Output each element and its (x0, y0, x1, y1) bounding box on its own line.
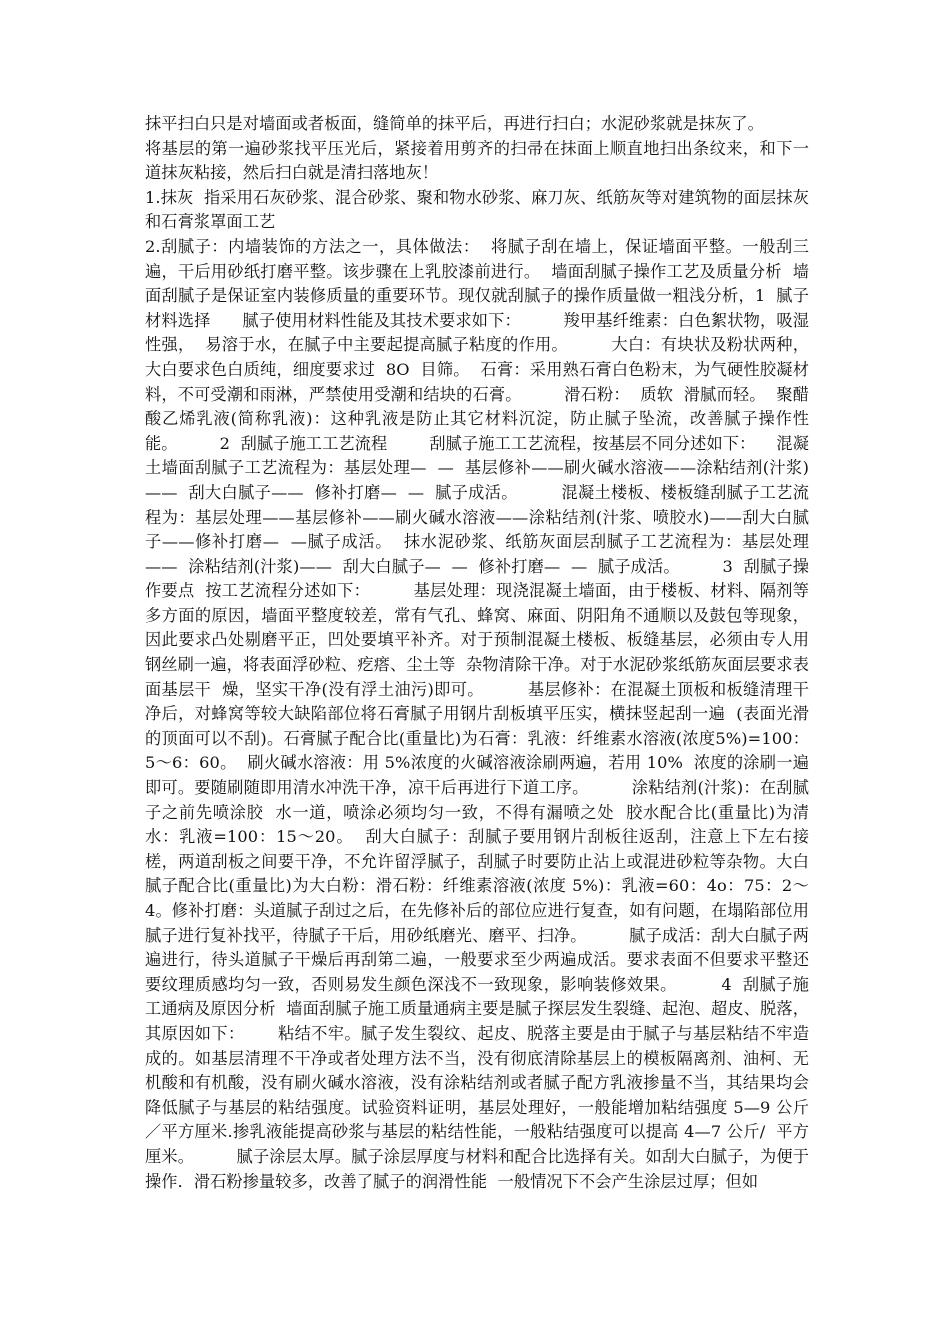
paragraph-1: 抹平扫白只是对墙面或者板面，缝简单的抹平后，再进行扫白；水泥砂浆就是抹灰了。 (145, 114, 764, 133)
paragraph-2: 将基层的第一遍砂浆找平压光后，紧接着用剪齐的扫帚在抹面上顺直地扫出条纹来，和下一道抹灰粘接，然后扫白就是清扫落地灰！ (145, 138, 809, 183)
paragraph-4: 2.刮腻子：内墙装饰的方法之一，具体做法： 将腻子刮在墙上，保证墙面平整。一般刮三遍，干后用砂纸打磨平整。该步骤在上乳胶漆前进行。 墙面刮腻子操作工艺及质量分析 墙面刮腻子是保证室内装修质量的重要环节。现仅就刮腻子的操作质量做一粗浅分析，1 腻子材料选择 腻子使用材料性能及其技术要求如下： 羧甲基纤维素：白色絮状物，吸湿性强， 易溶于水，在腻子中主要起提高腻子粘度的作用。 大白：有块状及粉状两种，大白要求色白质纯，细度要求过 8O 目筛。 石膏：采用熟石膏白色粉末，为气硬性胶凝材料，不可受潮和雨淋，严禁使用受潮和结块的石膏。 滑石粉： 质软 滑腻而轻。 聚醋酸乙烯乳液(简称乳液)：这种乳液是防止其它材料沉淀，防止腻子坠流，改善腻子操作性能。 2 刮腻子施工工艺流程 刮腻子施工工艺流程，按基层不同分述如下： 混凝土墙面刮腻子工艺流程为：基层处理— — 基层修补——刷火碱水溶液——涂粘结剂(汁浆)—— 刮大白腻子—— 修补打磨— — 腻子成活。 混凝土楼板、楼板缝刮腻子工艺流程为：基层处理——基层修补——刷火碱水溶液——涂粘结剂(汁浆、喷胶水)——刮大白腻子——修补打磨— —腻子成活。 抹水泥砂浆、纸筋灰面层刮腻子工艺流程为：基层处理—— 涂粘结剂(汁浆)—— 刮大白腻子— — 修补打磨— — 腻子成活。 3 刮腻子操作要点 按工艺流程分述如下： 基层处理：现浇混凝土墙面，由于楼板、材料、隔剂等多方面的原因，墙面平整度较差，常有气孔、蜂窝、麻面、阴阳角不通顺以及鼓包等现象，因此要求凸处剔磨平正，凹处要填平补齐。对于预制混凝土楼板、板缝基层，必须由专人用钢丝刷一遍，将表面浮砂粒、疙瘩、尘土等 杂物清除干净。对于水泥砂浆纸筋灰面层要求表面基层干 燥，坚实干净(没有浮土油污)即可。 基层修补：在混凝土顶板和板缝清理干净后，对蜂窝等较大缺陷部位将石膏腻子用钢片刮板填平压实，横抹竖起刮一遍 (表面光滑的顶面可以不刮)。石膏腻子配合比(重量比)为石膏：乳液：纤维素水溶液(浓度5%)=100：5～6：60。 刷火碱水溶液：用 5%浓度的火碱溶液涂刷两遍，若用 10% 浓度的涂刷一遍即可。要随刷随即用清水冲洗干净，凉干后再进行下道工序。 涂粘结剂(汁浆)：在刮腻子之前先喷涂胶 水一道，喷涂必须均匀一致，不得有漏喷之处 胶水配合比(重量比)为清水：乳液=100：15～20。 刮大白腻子：刮腻子要用钢片刮板往返刮，注意上下左右接槎，两道刮板之间要干净，不允许留浮腻子，刮腻子时要防止沾上或混进砂粒等杂物。大白腻子配合比(重量比)为大白粉：滑石粉：纤维素溶液(浓度 5%)：乳液=60：4o：75：2～4。修补打磨：头道腻子刮过之后，在先修补后的部位应进行复查，如有问题，在塌陷部位用腻子进行复补找平，待腻子干后，用砂纸磨光、磨平、扫净。 腻子成活：刮大白腻子两遍进行，待头道腻子干燥后再刮第二遍，一般要求至少两遍成活。要求表面不但要求平整还要纹理质感均匀一致，否则易发生颜色深浅不一致现象，影响装修效果。 4 刮腻子施工通病及原因分析 墙面刮腻子施工质量通病主要是腻子探层发生裂缝、起泡、超皮、脱落，其原因如下： 粘结不牢。腻子发生裂纹、起皮、脱落主要是由于腻子与基层粘结不牢造成的。如基层清理不干净或者处理方法不当，没有彻底清除基层上的模板隔离剂、油柯、无机酸和有机酸，没有刷火碱水溶液，没有涂粘结剂或者腻子配方乳液掺量不当，其结果均会降低腻子与基层的粘结强度。试验资料证明，基层处理好，一般能增加粘结强度 5—9 公斤／平方厘米.掺乳液能提高砂浆与基层的粘结性能，一般粘结强度可以提高 4—7 公斤/ 平方厘米。 腻子涂层太厚。腻子涂层厚度与材料和配合比选择有关。如刮大白腻子，为便于操作．滑石粉掺量较多，改善了腻子的润滑性能 一般情况下不会产生涂层过厚；但如 (145, 236, 809, 1191)
document-page (145, 112, 809, 1194)
paragraph-3: 1.抹灰 指采用石灰砂浆、混合砂浆、聚和物水砂浆、麻刀灰、纸筋灰等对建筑物的面层抹灰和石膏浆罩面工艺 (145, 187, 809, 232)
